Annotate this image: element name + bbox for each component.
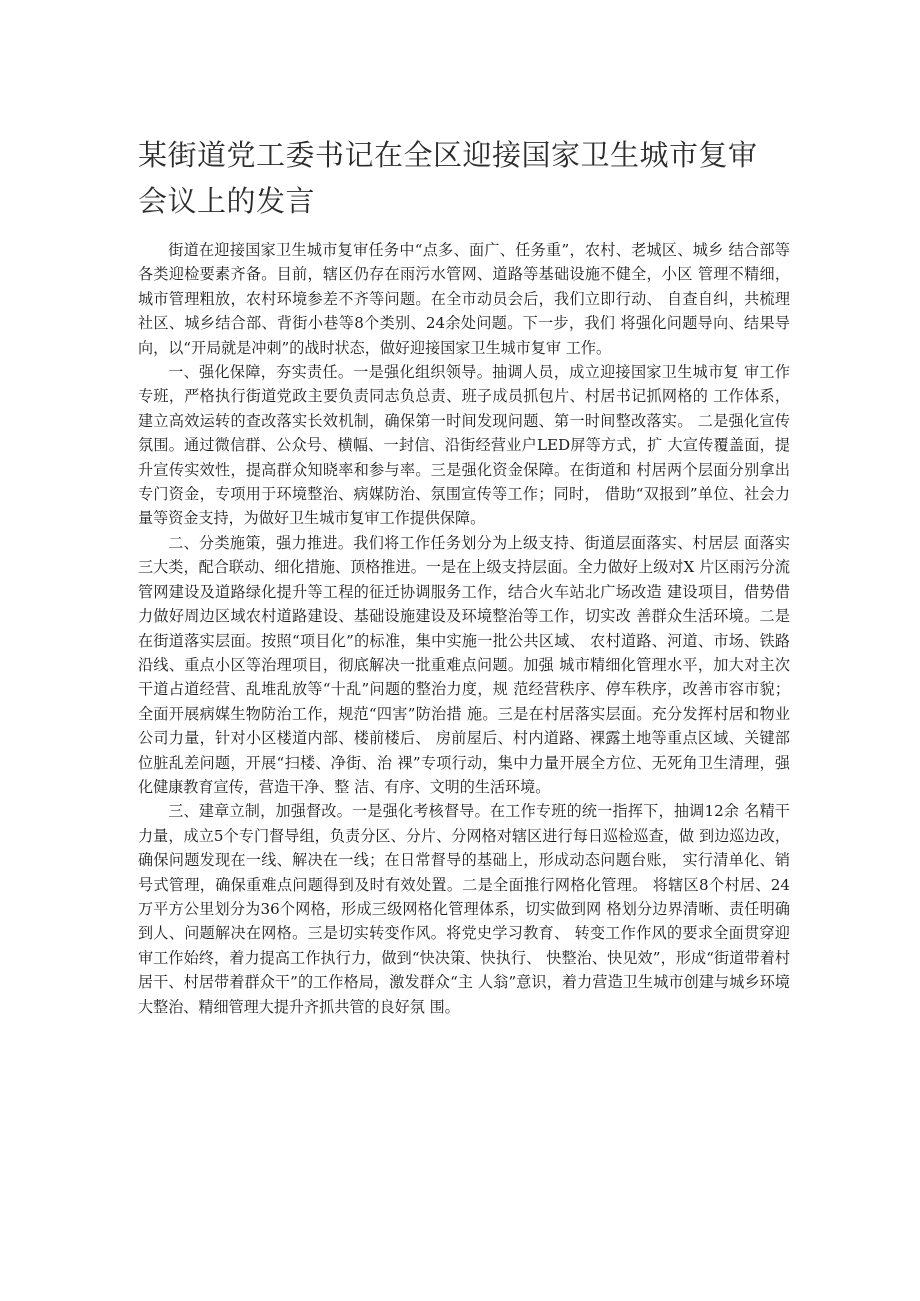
paragraph-section-2: 二、分类施策，强力推进。我们将工作任务划分为上级支持、街道层面落实、村居层 面落实三大类，配合联动、细化措施、顶格推进。一是在上级支持层面。全力做好上级对X 片区雨污分流管网建设及道路绿化提升等工程的征迁协调服务工作，结合火车站北广场改造 建设项目，借势借力做好周边区域农村道路建设、基础设施建设及环境整治等工作，切实改 善群众生活环境。二是在街道落实层面。按照“项目化”的标准，集中实施一批公共区域、 农村道路、河道、市场、铁路沿线、重点小区等治理项目，彻底解决一批重难点问题。加强 城市精细化管理水平，加大对主次干道占道经营、乱堆乱放等“十乱”问题的整治力度，规 范经营秩序、停车秩序，改善市容市貌；全面开展病媒生物防治工作，规范“四害”防治措 施。三是在村居落实层面。充分发挥村居和物业公司力量，针对小区楼道内部、楼前楼后、 房前屋后、村内道路、裸露土地等重点区域、关键部位脏乱差问题，开展“扫楼、净街、治 裸”专项行动，集中力量开展全方位、无死角卫生清理，强化健康教育宣传，营造干净、整 洁、有序、文明的生活环境。 bbox=[138, 533, 790, 796]
document-body bbox=[138, 238, 790, 1019]
paragraph-section-3: 三、建章立制，加强督改。一是强化考核督导。在工作专班的统一指挥下，抽调12余 名精干力量，成立5个专门督导组，负责分区、分片、分网格对辖区进行每日巡检巡查，做 到边巡边改，确保问题发现在一线、解决在一线；在日常督导的基础上，形成动态问题台账， 实行清单化、销号式管理，确保重难点问题得到及时有效处置。二是全面推行网格化管理。 将辖区8个村居、24万平方公里划分为36个网格，形成三级网格化管理体系，切实做到网 格划分边界清晰、责任明确到人、问题解决在网格。三是切实转变作风。将党史学习教育、 转变工作作风的要求全面贯穿迎审工作始终，着力提高工作执行力，做到“快决策、快执行、 快整治、快见效”，形成“街道带着村居干、村居带着群众干”的工作格局，激发群众“主 人翁”意识，着力营造卫生城市创建与城乡环境大整治、精细管理大提升齐抓共管的良好氛 围。 bbox=[138, 802, 790, 1016]
paragraph-intro: 街道在迎接国家卫生城市复审任务中“点多、面广、任务重”，农村、老城区、城乡 结合部等各类迎检要素齐备。目前，辖区仍存在雨污水管网、道路等基础设施不健全，小区 管理不精细，城市管理粗放，农村环境参差不齐等问题。在全市动员会后，我们立即行动、 自查自纠，共梳理社区、城乡结合部、背街小巷等8个类别、24余处问题。下一步，我们 将强化问题导向、结果导向，以“开局就是冲刺”的战时状态，做好迎接国家卫生城市复审 工作。 bbox=[138, 241, 790, 357]
paragraph-section-1: 一、强化保障，夯实责任。一是强化组织领导。抽调人员，成立迎接国家卫生城市复 审工作专班，严格执行街道党政主要负责同志负总责、班子成员抓包片、村居书记抓网格的 工作体系，建立高效运转的查改落实长效机制，确保第一时间发现问题、第一时间整改落实。 二是强化宣传氛围。通过微信群、公众号、横幅、一封信、沿街经营业户LED屏等方式，扩 大宣传覆盖面，提升宣传实效性，提高群众知晓率和参与率。三是强化资金保障。在街道和 村居两个层面分别拿出专门资金，专项用于环境整治、病媒防治、氛围宣传等工作；同时， 借助“双报到”单位、社会力量等资金支持，为做好卫生城市复审工作提供保障。 bbox=[138, 363, 790, 528]
document-title: 某街道党工委书记在全区迎接国家卫生城市复审会议上的发言 bbox=[138, 138, 758, 218]
